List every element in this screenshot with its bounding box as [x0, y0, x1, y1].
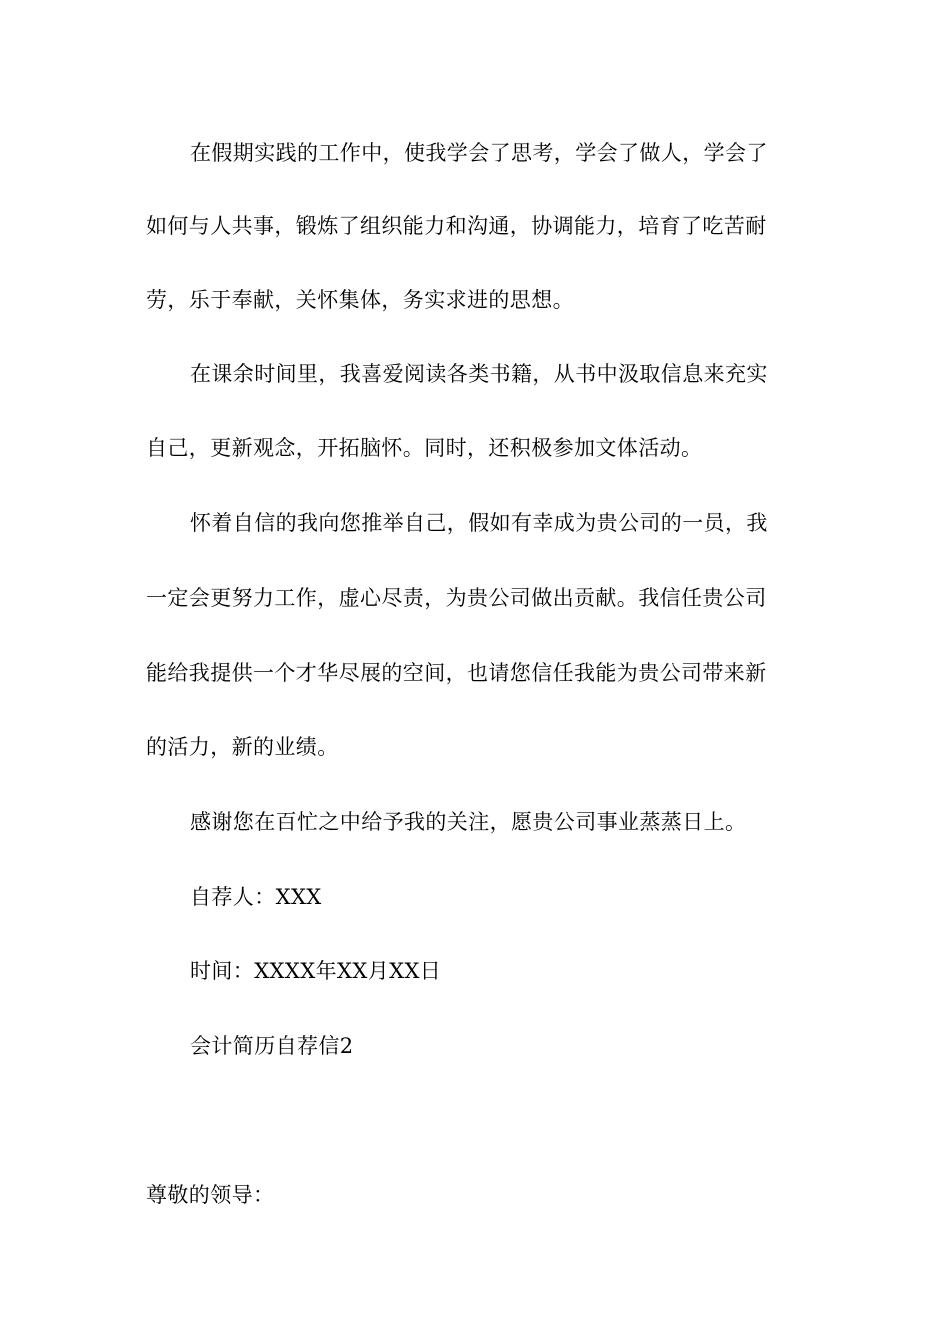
paragraph-3-line-4: 的活力，新的业绩。 [146, 735, 339, 759]
date-line: 时间：XXXX年XX月XX日 [190, 959, 442, 983]
paragraph-1-line-2: 如何与人共事，锻炼了组织能力和沟通，协调能力，培育了吃苦耐 [146, 214, 767, 238]
paragraph-3-line-3: 能给我提供一个才华尽展的空间，也请您信任我能为贵公司带来新 [146, 661, 767, 685]
paragraph-4-line-1: 感谢您在百忙之中给予我的关注，愿贵公司事业蒸蒸日上。 [190, 810, 747, 834]
paragraph-3-line-2: 一定会更努力工作，虚心尽责，为贵公司做出贡献。我信任贵公司 [146, 586, 767, 610]
salutation: 尊敬的领导： [146, 1183, 275, 1207]
paragraph-3-line-1: 怀着自信的我向您推举自己，假如有幸成为贵公司的一员，我 [190, 511, 768, 535]
paragraph-2-line-2: 自己，更新观念，开拓脑怀。同时，还积极参加文体活动。 [146, 436, 703, 460]
paragraph-1-line-3: 劳，乐于奉献，关怀集体，务实求进的思想。 [146, 288, 574, 312]
paragraph-1-line-1: 在假期实践的工作中，使我学会了思考，学会了做人，学会了 [190, 141, 768, 165]
paragraph-2-line-1: 在课余时间里，我喜爱阅读各类书籍，从书中汲取信息来充实 [190, 362, 768, 386]
next-letter-title: 会计简历自荐信2 [190, 1034, 354, 1058]
signer-line: 自荐人：XXX [190, 885, 322, 909]
